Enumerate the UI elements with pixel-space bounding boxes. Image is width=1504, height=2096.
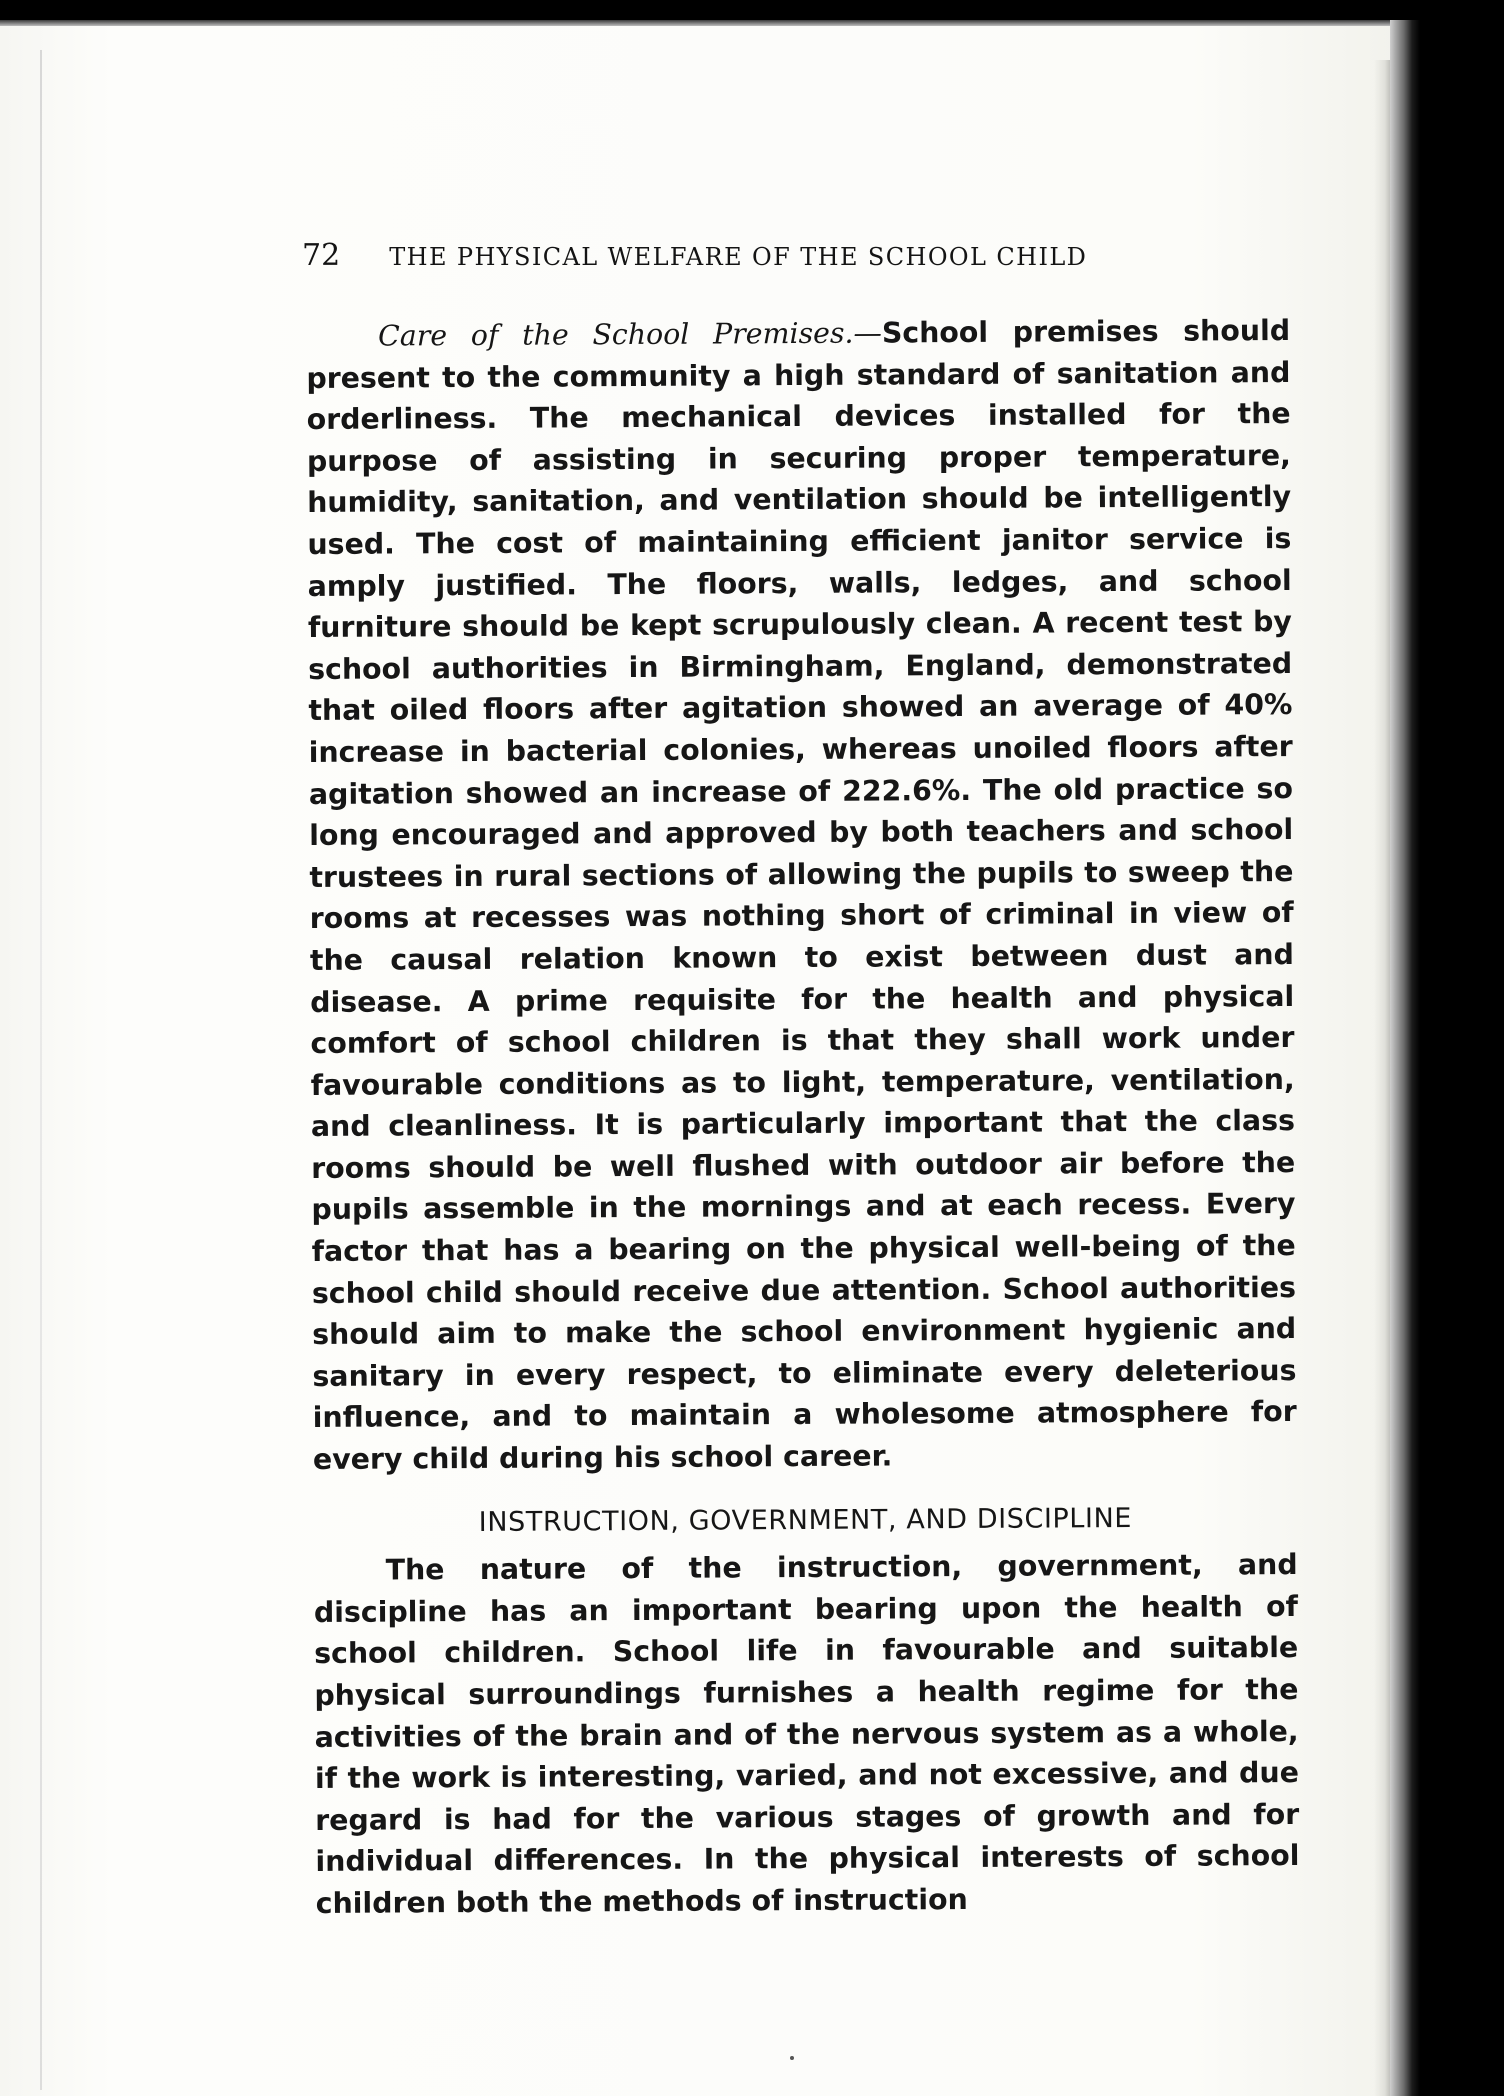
section-heading: INSTRUCTION, GOVERNMENT, AND DISCIPLINE: [478, 1502, 1133, 1538]
body-text: [306, 310, 1300, 1925]
paragraph-text: The nature of the instruction, government, and discipline has an important bearing upon the health of school children. School life in favourable and suitable physical surroundings furnishes a health regime for the activities of the brain and of the nervous system as a whole, if the work is interesting, varied, and not excessive, and due regard is had for the various stages of growth and for individual differences. In the physical interests of school children both the methods of instruction: [313, 1548, 1300, 1920]
running-title: THE PHYSICAL WELFARE OF THE SCHOOL CHILD: [389, 243, 1088, 271]
paragraph-text: School premises should present to the community a high standard of sanitation and orderliness. The mechanical devices installed for the purpose of assisting in securing proper temperature, humidity, sanitation, and ventilation should be intelligently used. The cost of maintaining efficient janitor service is amply justified. The floors, walls, ledges, and school furniture should be kept scrupulously clean. A recent test by school authorities in Birmingham, England, demonstrated that oiled floors after agitation showed an average of 40% increase in bacterial colonies, whereas unoiled floors after agitation showed an increase of 222.6%. The old practice so long encouraged and approved by both teachers and school trustees in rural sections of allowing the pupils to sweep the rooms at recesses was nothing short of criminal in view of the causal relation known to exist between dust and disease. A prime requisite for the health and physical comfort of school children is that they shall work under favourable conditions as to light, temperature, ventilation, and cleanliness. It is particularly important that the class rooms should be well flushed with outdoor air before the pupils assemble in the mornings and at each recess. Every factor that has a bearing on the physical well-being of the school child should receive due attention. School authorities should aim to make the school environment hygienic and sanitary in every respect, to eliminate every deleterious influence, and to maintain a wholesome atmosphere for every child during his school career.: [306, 313, 1297, 1477]
paragraph-instruction: [314, 1544, 1300, 1924]
running-header: [302, 238, 1162, 273]
book-page: [0, 20, 1400, 2096]
page-number: 72: [302, 238, 341, 273]
scan-right-border: [1390, 20, 1504, 2096]
paragraph-lead-in: Care of the School Premises.—: [378, 316, 882, 353]
paragraph-school-premises: [306, 310, 1297, 1481]
scan-speck: [790, 2056, 794, 2060]
page-left-margin-line: [40, 50, 42, 2090]
page-top-edge: [0, 20, 1400, 26]
